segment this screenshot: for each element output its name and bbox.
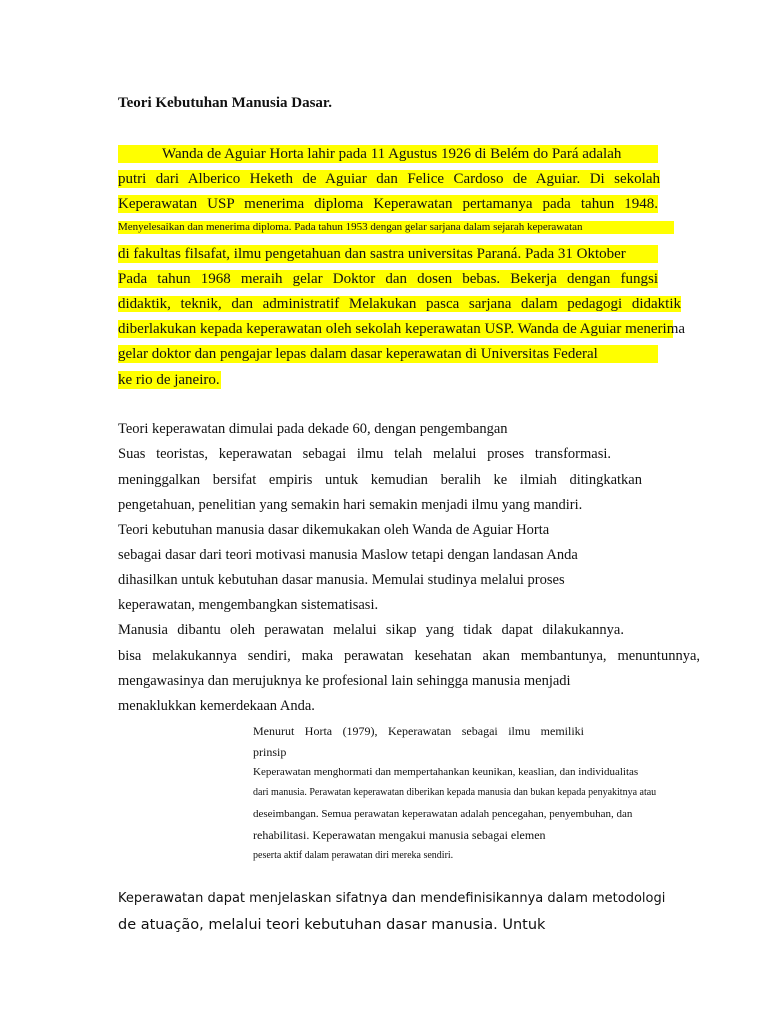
paragraph-line: diberlakukan kepada keperawatan oleh sekolah keperawatan USP. Wanda de Aguiar menerima bbox=[118, 321, 686, 337]
document-title: Teori Kebutuhan Manusia Dasar. bbox=[118, 95, 332, 111]
paragraph-line: Menyelesaikan dan menerima diploma. Pada tahun 1953 dengan gelar sarjana dalam sejarah keperawatan bbox=[118, 221, 674, 234]
quote-line: peserta aktif dalam perawatan diri mereka sendiri. bbox=[253, 850, 454, 861]
paragraph-line: Teori kebutuhan manusia dasar dikemukakan oleh Wanda de Aguiar Horta bbox=[118, 522, 550, 538]
paragraph-line: keperawatan, mengembangkan sistematisasi. bbox=[118, 597, 379, 613]
quote-line: Menurut Horta (1979), Keperawatan sebagai ilmu memiliki bbox=[253, 724, 584, 738]
highlighted-text: didaktik, teknik, dan administratif Melakukan pasca sarjana dalam pedagogi didaktik bbox=[118, 296, 681, 312]
quote-line: rehabilitasi. Keperawatan mengakui manusia sebagai elemen bbox=[253, 828, 546, 842]
paragraph-line: dihasilkan untuk kebutuhan dasar manusia. Memulai studinya melalui proses bbox=[118, 572, 565, 588]
paragraph-line: gelar doktor dan pengajar lepas dalam dasar keperawatan di Universitas Federal bbox=[118, 345, 658, 363]
paragraph-line: di fakultas filsafat, ilmu pengetahuan dan sastra universitas Paraná. Pada 31 Oktober bbox=[118, 245, 658, 263]
paragraph-line: Teori keperawatan dimulai pada dekade 60, dengan pengembangan bbox=[118, 421, 508, 437]
quote-line: deseimbangan. Semua perawatan keperawatan adalah pencegahan, penyembuhan, dan bbox=[253, 808, 633, 820]
paragraph-line: menaklukkan kemerdekaan Anda. bbox=[118, 698, 315, 714]
quote-line: prinsip bbox=[253, 745, 287, 759]
paragraph-line: bisa melakukannya sendiri, maka perawatan kesehatan akan membantunya, menuntunnya, bbox=[118, 648, 700, 664]
paragraph-line: Keperawatan USP menerima diploma Keperawatan pertamanya pada tahun 1948. bbox=[118, 196, 658, 212]
paragraph-line: mengawasinya dan merujuknya ke profesional lain sehingga manusia menjadi bbox=[118, 673, 571, 689]
quote-line: Keperawatan menghormati dan mempertahankan keunikan, keaslian, dan individualitas bbox=[253, 766, 639, 778]
paragraph-line: Suas teoristas, keperawatan sebagai ilmu telah melalui proses transformasi. bbox=[118, 446, 611, 462]
paragraph-line: Pada tahun 1968 meraih gelar Doktor dan dosen bebas. Bekerja dengan fungsi bbox=[118, 271, 658, 287]
paragraph-line: Keperawatan dapat menjelaskan sifatnya dan mendefinisikannya dalam metodologi bbox=[118, 891, 666, 906]
paragraph-line: Manusia dibantu oleh perawatan melalui sikap yang tidak dapat dilakukannya. bbox=[118, 622, 624, 638]
paragraph-line: putri dari Alberico Heketh de Aguiar dan Felice Cardoso de Aguiar. Di sekolah bbox=[118, 171, 660, 187]
paragraph-line bbox=[118, 295, 681, 313]
paragraph-line: pengetahuan, penelitian yang semakin hari semakin menjadi ilmu yang mandiri. bbox=[118, 497, 583, 513]
paragraph-line: Wanda de Aguiar Horta lahir pada 11 Agustus 1926 di Belém do Pará adalah bbox=[118, 145, 658, 163]
paragraph-line: de atuação, melalui teori kebutuhan dasar manusia. Untuk bbox=[118, 917, 546, 933]
paragraph-line: meninggalkan bersifat empiris untuk kemudian beralih ke ilmiah ditingkatkan bbox=[118, 472, 642, 488]
paragraph-line: sebagai dasar dari teori motivasi manusia Maslow tetapi dengan landasan Anda bbox=[118, 547, 578, 563]
paragraph-line: ke rio de janeiro. bbox=[118, 372, 220, 388]
quote-line: dari manusia. Perawatan keperawatan diberikan kepada manusia dan bukan kepada penyakitnya atau bbox=[253, 787, 657, 798]
